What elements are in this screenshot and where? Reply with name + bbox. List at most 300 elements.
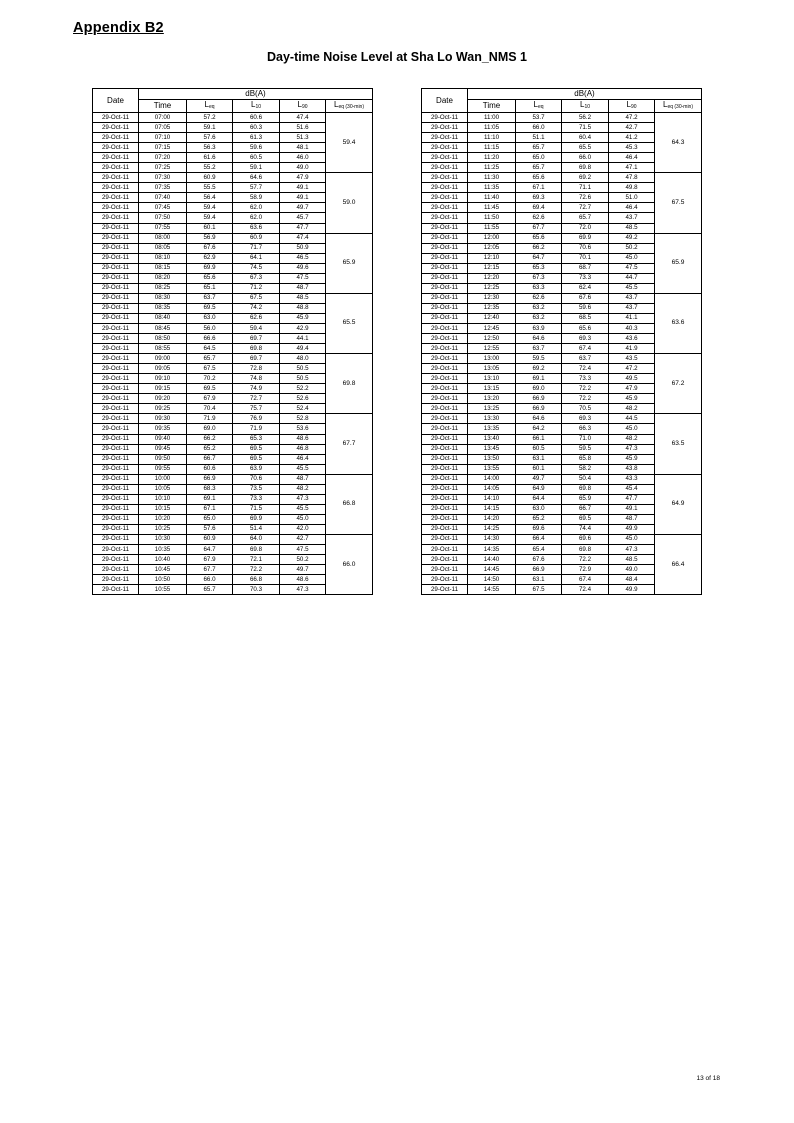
leq-cell: 69.1 <box>516 374 562 384</box>
leq30-cell: 66.4 <box>655 534 702 594</box>
time-cell: 09:40 <box>139 434 187 444</box>
time-cell: 11:00 <box>468 113 516 123</box>
time-cell: 10:10 <box>139 494 187 504</box>
l90-cell: 43.5 <box>609 354 655 364</box>
leq-cell: 64.6 <box>516 334 562 344</box>
date-cell: 29-Oct-11 <box>93 334 139 344</box>
l10-cell: 69.3 <box>562 414 609 424</box>
date-cell: 29-Oct-11 <box>93 303 139 313</box>
leq30-cell: 65.9 <box>655 233 702 293</box>
l90-cell: 47.9 <box>280 173 326 183</box>
l10-cell: 67.3 <box>233 273 280 283</box>
date-cell: 29-Oct-11 <box>422 384 468 394</box>
l90-cell: 47.3 <box>280 585 326 595</box>
time-cell: 14:25 <box>468 524 516 534</box>
l90-cell: 47.5 <box>609 263 655 273</box>
leq30-cell: 63.6 <box>655 293 702 353</box>
time-header: Time <box>468 100 516 113</box>
leq-cell: 56.3 <box>187 143 233 153</box>
l90-cell: 46.4 <box>609 203 655 213</box>
date-cell: 29-Oct-11 <box>93 153 139 163</box>
date-cell: 29-Oct-11 <box>422 404 468 414</box>
time-cell: 07:10 <box>139 133 187 143</box>
leq-cell: 64.6 <box>516 414 562 424</box>
date-cell: 29-Oct-11 <box>93 213 139 223</box>
leq-cell: 66.1 <box>516 434 562 444</box>
leq-cell: 66.4 <box>516 534 562 544</box>
table-row <box>93 173 373 183</box>
l90-cell: 50.9 <box>280 243 326 253</box>
l10-cell: 68.5 <box>562 313 609 323</box>
l10-cell: 74.4 <box>562 524 609 534</box>
date-cell: 29-Oct-11 <box>93 113 139 123</box>
leq-cell: 67.1 <box>516 183 562 193</box>
l90-cell: 45.5 <box>280 464 326 474</box>
l10-cell: 69.8 <box>562 484 609 494</box>
time-cell: 13:10 <box>468 374 516 384</box>
leq-cell: 60.6 <box>187 464 233 474</box>
leq-cell: 61.6 <box>187 153 233 163</box>
date-cell: 29-Oct-11 <box>93 585 139 595</box>
date-cell: 29-Oct-11 <box>93 565 139 575</box>
l10-header: $L_{10}$ <box>233 100 280 113</box>
time-cell: 11:50 <box>468 213 516 223</box>
table-row <box>93 474 373 484</box>
leq-cell: 62.9 <box>187 253 233 263</box>
l10-cell: 72.7 <box>562 203 609 213</box>
leq-cell: 66.6 <box>187 334 233 344</box>
l10-cell: 69.7 <box>233 354 280 364</box>
l90-cell: 42.0 <box>280 524 326 534</box>
time-cell: 08:15 <box>139 263 187 273</box>
l90-cell: 43.7 <box>609 213 655 223</box>
date-cell: 29-Oct-11 <box>422 334 468 344</box>
time-cell: 11:30 <box>468 173 516 183</box>
l10-cell: 65.3 <box>233 434 280 444</box>
l90-cell: 47.9 <box>609 384 655 394</box>
l90-cell: 42.9 <box>280 323 326 333</box>
date-cell: 29-Oct-11 <box>93 283 139 293</box>
l10-cell: 69.7 <box>233 334 280 344</box>
leq-cell: 62.6 <box>516 213 562 223</box>
leq30-cell: 64.3 <box>655 113 702 173</box>
l90-cell: 50.5 <box>280 364 326 374</box>
date-cell: 29-Oct-11 <box>93 374 139 384</box>
l10-cell: 66.7 <box>562 504 609 514</box>
noise-table-left <box>92 88 373 595</box>
time-cell: 12:55 <box>468 344 516 354</box>
leq-cell: 63.2 <box>516 313 562 323</box>
date-cell: 29-Oct-11 <box>93 123 139 133</box>
leq-cell: 63.0 <box>516 504 562 514</box>
date-cell: 29-Oct-11 <box>93 494 139 504</box>
l10-cell: 59.6 <box>562 303 609 313</box>
time-cell: 13:15 <box>468 384 516 394</box>
date-cell: 29-Oct-11 <box>422 113 468 123</box>
time-cell: 10:55 <box>139 585 187 595</box>
l90-cell: 48.0 <box>280 354 326 364</box>
leq-cell: 67.7 <box>187 565 233 575</box>
leq-cell: 56.4 <box>187 193 233 203</box>
time-cell: 12:15 <box>468 263 516 273</box>
time-cell: 14:05 <box>468 484 516 494</box>
time-cell: 13:05 <box>468 364 516 374</box>
l90-cell: 52.2 <box>280 384 326 394</box>
leq-cell: 69.5 <box>187 303 233 313</box>
leq-cell: 55.5 <box>187 183 233 193</box>
l10-cell: 73.3 <box>562 374 609 384</box>
time-cell: 09:00 <box>139 354 187 364</box>
l10-cell: 72.2 <box>562 384 609 394</box>
time-cell: 13:45 <box>468 444 516 454</box>
leq-cell: 67.9 <box>187 555 233 565</box>
l10-cell: 64.6 <box>233 173 280 183</box>
l10-cell: 73.3 <box>233 494 280 504</box>
l90-cell: 50.2 <box>609 243 655 253</box>
date-cell: 29-Oct-11 <box>422 323 468 333</box>
l10-cell: 71.9 <box>233 424 280 434</box>
table-row <box>422 534 702 544</box>
leq30-header: $L_{eq (30-min)}$ <box>326 100 373 113</box>
time-cell: 13:30 <box>468 414 516 424</box>
l90-cell: 47.3 <box>609 545 655 555</box>
date-cell: 29-Oct-11 <box>422 514 468 524</box>
time-cell: 12:30 <box>468 293 516 303</box>
l10-cell: 60.6 <box>233 113 280 123</box>
table-row <box>422 474 702 484</box>
l90-cell: 47.2 <box>609 364 655 374</box>
l90-cell: 49.0 <box>280 163 326 173</box>
leq30-cell: 59.0 <box>326 173 373 233</box>
leq30-cell: 65.9 <box>326 233 373 293</box>
time-cell: 14:35 <box>468 545 516 555</box>
time-cell: 10:40 <box>139 555 187 565</box>
time-cell: 07:55 <box>139 223 187 233</box>
time-cell: 10:30 <box>139 534 187 544</box>
leq-cell: 59.4 <box>187 213 233 223</box>
l90-cell: 45.4 <box>609 484 655 494</box>
l90-cell: 50.2 <box>280 555 326 565</box>
time-cell: 13:55 <box>468 464 516 474</box>
l10-cell: 76.9 <box>233 414 280 424</box>
date-cell: 29-Oct-11 <box>422 344 468 354</box>
time-cell: 08:00 <box>139 233 187 243</box>
date-cell: 29-Oct-11 <box>422 183 468 193</box>
leq-cell: 63.2 <box>516 303 562 313</box>
l90-cell: 45.7 <box>280 213 326 223</box>
date-cell: 29-Oct-11 <box>422 374 468 384</box>
time-cell: 09:20 <box>139 394 187 404</box>
l10-cell: 59.4 <box>233 323 280 333</box>
leq-cell: 63.1 <box>516 454 562 464</box>
l10-cell: 50.4 <box>562 474 609 484</box>
date-cell: 29-Oct-11 <box>422 414 468 424</box>
l10-cell: 65.9 <box>562 494 609 504</box>
date-cell: 29-Oct-11 <box>93 163 139 173</box>
l10-cell: 72.2 <box>233 565 280 575</box>
time-cell: 08:45 <box>139 323 187 333</box>
time-cell: 12:45 <box>468 323 516 333</box>
date-cell: 29-Oct-11 <box>93 484 139 494</box>
date-cell: 29-Oct-11 <box>422 163 468 173</box>
leq-cell: 66.0 <box>187 575 233 585</box>
time-cell: 09:05 <box>139 364 187 374</box>
leq-cell: 60.1 <box>516 464 562 474</box>
date-cell: 29-Oct-11 <box>93 474 139 484</box>
l90-cell: 47.3 <box>609 444 655 454</box>
l10-cell: 61.3 <box>233 133 280 143</box>
time-cell: 13:25 <box>468 404 516 414</box>
l90-cell: 47.5 <box>280 545 326 555</box>
time-cell: 12:35 <box>468 303 516 313</box>
l90-cell: 46.4 <box>280 454 326 464</box>
leq-cell: 64.7 <box>516 253 562 263</box>
leq-cell: 66.7 <box>187 454 233 464</box>
l90-cell: 49.0 <box>609 565 655 575</box>
leq30-cell: 59.4 <box>326 113 373 173</box>
l90-cell: 45.0 <box>280 514 326 524</box>
time-cell: 07:00 <box>139 113 187 123</box>
date-cell: 29-Oct-11 <box>93 344 139 354</box>
time-cell: 10:05 <box>139 484 187 494</box>
leq-cell: 59.1 <box>187 123 233 133</box>
leq-cell: 65.3 <box>516 263 562 273</box>
leq30-cell: 69.8 <box>326 354 373 414</box>
l90-cell: 48.1 <box>280 143 326 153</box>
time-cell: 10:25 <box>139 524 187 534</box>
leq-cell: 59.4 <box>187 203 233 213</box>
l10-cell: 70.6 <box>562 243 609 253</box>
leq-cell: 65.6 <box>516 233 562 243</box>
leq-cell: 60.9 <box>187 534 233 544</box>
l10-cell: 56.2 <box>562 113 609 123</box>
l10-cell: 74.8 <box>233 374 280 384</box>
l10-cell: 58.2 <box>562 464 609 474</box>
date-cell: 29-Oct-11 <box>93 203 139 213</box>
date-cell: 29-Oct-11 <box>422 253 468 263</box>
l90-cell: 47.7 <box>609 494 655 504</box>
l90-cell: 48.5 <box>280 293 326 303</box>
leq-cell: 67.7 <box>516 223 562 233</box>
leq-cell: 64.9 <box>516 484 562 494</box>
l90-cell: 49.9 <box>609 585 655 595</box>
l90-cell: 51.3 <box>280 133 326 143</box>
l90-cell: 48.8 <box>280 303 326 313</box>
leq-cell: 66.2 <box>187 434 233 444</box>
time-cell: 14:00 <box>468 474 516 484</box>
l10-cell: 65.8 <box>562 454 609 464</box>
date-cell: 29-Oct-11 <box>422 444 468 454</box>
l90-cell: 43.6 <box>609 334 655 344</box>
date-cell: 29-Oct-11 <box>422 484 468 494</box>
date-cell: 29-Oct-11 <box>422 545 468 555</box>
time-cell: 10:20 <box>139 514 187 524</box>
leq-cell: 71.9 <box>187 414 233 424</box>
table-row <box>93 293 373 303</box>
time-cell: 14:30 <box>468 534 516 544</box>
l10-cell: 59.1 <box>233 163 280 173</box>
date-cell: 29-Oct-11 <box>422 153 468 163</box>
leq-cell: 66.9 <box>187 474 233 484</box>
time-cell: 07:35 <box>139 183 187 193</box>
l10-cell: 69.5 <box>562 514 609 524</box>
l10-cell: 72.4 <box>562 585 609 595</box>
time-cell: 11:35 <box>468 183 516 193</box>
time-cell: 08:10 <box>139 253 187 263</box>
time-cell: 10:35 <box>139 545 187 555</box>
leq-cell: 67.9 <box>187 394 233 404</box>
l90-cell: 49.7 <box>280 203 326 213</box>
l10-cell: 66.0 <box>562 153 609 163</box>
l90-cell: 46.5 <box>280 253 326 263</box>
l90-cell: 49.5 <box>609 374 655 384</box>
time-cell: 13:40 <box>468 434 516 444</box>
l10-cell: 65.6 <box>562 323 609 333</box>
l90-cell: 47.4 <box>280 233 326 243</box>
l10-cell: 72.4 <box>562 364 609 374</box>
leq-cell: 60.1 <box>187 223 233 233</box>
time-cell: 09:35 <box>139 424 187 434</box>
unit-header: dB(A) <box>139 89 373 100</box>
l10-cell: 69.8 <box>233 344 280 354</box>
table-row <box>422 354 702 364</box>
l90-cell: 48.2 <box>609 404 655 414</box>
leq-cell: 64.2 <box>516 424 562 434</box>
l10-cell: 63.9 <box>233 464 280 474</box>
l10-cell: 57.7 <box>233 183 280 193</box>
l90-cell: 45.0 <box>609 253 655 263</box>
leq-cell: 67.3 <box>516 273 562 283</box>
time-cell: 12:00 <box>468 233 516 243</box>
time-header: Time <box>139 100 187 113</box>
time-cell: 11:05 <box>468 123 516 133</box>
leq-cell: 65.7 <box>516 143 562 153</box>
l90-cell: 44.7 <box>609 273 655 283</box>
l90-cell: 48.7 <box>280 474 326 484</box>
l10-cell: 60.3 <box>233 123 280 133</box>
l90-cell: 47.2 <box>609 113 655 123</box>
date-cell: 29-Oct-11 <box>93 133 139 143</box>
date-cell: 29-Oct-11 <box>93 293 139 303</box>
date-cell: 29-Oct-11 <box>422 354 468 364</box>
leq-cell: 69.0 <box>516 384 562 394</box>
l90-header: $L_{90}$ <box>609 100 655 113</box>
time-cell: 13:35 <box>468 424 516 434</box>
time-cell: 11:55 <box>468 223 516 233</box>
leq-cell: 66.9 <box>516 565 562 575</box>
l90-cell: 46.4 <box>609 153 655 163</box>
l90-cell: 49.7 <box>280 565 326 575</box>
l10-cell: 67.4 <box>562 344 609 354</box>
leq30-cell: 63.5 <box>655 414 702 474</box>
l90-cell: 47.8 <box>609 173 655 183</box>
l90-cell: 44.1 <box>280 334 326 344</box>
l90-cell: 47.3 <box>280 494 326 504</box>
l10-cell: 74.2 <box>233 303 280 313</box>
date-cell: 29-Oct-11 <box>422 293 468 303</box>
date-cell: 29-Oct-11 <box>422 534 468 544</box>
date-cell: 29-Oct-11 <box>422 474 468 484</box>
date-cell: 29-Oct-11 <box>93 253 139 263</box>
date-cell: 29-Oct-11 <box>422 273 468 283</box>
date-cell: 29-Oct-11 <box>422 133 468 143</box>
l90-cell: 52.8 <box>280 414 326 424</box>
time-cell: 07:05 <box>139 123 187 133</box>
l90-cell: 43.3 <box>609 474 655 484</box>
l90-cell: 51.6 <box>280 123 326 133</box>
l10-cell: 58.9 <box>233 193 280 203</box>
l10-cell: 60.4 <box>562 133 609 143</box>
table-row <box>422 414 702 424</box>
l10-cell: 63.6 <box>233 223 280 233</box>
time-cell: 13:20 <box>468 394 516 404</box>
time-cell: 11:15 <box>468 143 516 153</box>
time-cell: 12:25 <box>468 283 516 293</box>
time-cell: 07:30 <box>139 173 187 183</box>
page-title: Day-time Noise Level at Sha Lo Wan_NMS 1 <box>266 50 528 64</box>
leq-cell: 69.1 <box>187 494 233 504</box>
time-cell: 14:10 <box>468 494 516 504</box>
leq-cell: 65.7 <box>187 354 233 364</box>
l10-cell: 59.6 <box>233 143 280 153</box>
leq30-cell: 67.5 <box>655 173 702 233</box>
date-header: Date <box>422 89 468 113</box>
date-cell: 29-Oct-11 <box>422 555 468 565</box>
l90-cell: 51.0 <box>609 193 655 203</box>
time-cell: 07:25 <box>139 163 187 173</box>
l10-cell: 69.5 <box>233 444 280 454</box>
leq-cell: 62.6 <box>516 293 562 303</box>
time-cell: 08:20 <box>139 273 187 283</box>
l10-cell: 71.5 <box>233 504 280 514</box>
l90-cell: 43.8 <box>609 464 655 474</box>
leq-cell: 59.5 <box>516 354 562 364</box>
date-cell: 29-Oct-11 <box>422 575 468 585</box>
date-cell: 29-Oct-11 <box>93 273 139 283</box>
leq-cell: 69.5 <box>187 384 233 394</box>
l90-cell: 49.6 <box>280 263 326 273</box>
l10-cell: 69.5 <box>233 454 280 464</box>
leq-cell: 63.7 <box>516 344 562 354</box>
leq-cell: 56.0 <box>187 323 233 333</box>
date-cell: 29-Oct-11 <box>422 303 468 313</box>
table-row <box>93 233 373 243</box>
l90-cell: 49.8 <box>609 183 655 193</box>
l90-cell: 48.5 <box>609 223 655 233</box>
l10-cell: 66.8 <box>233 575 280 585</box>
l10-cell: 72.2 <box>562 555 609 565</box>
leq30-cell: 64.9 <box>655 474 702 534</box>
leq-cell: 67.6 <box>516 555 562 565</box>
leq-cell: 69.4 <box>516 203 562 213</box>
l90-cell: 43.7 <box>609 293 655 303</box>
time-cell: 12:20 <box>468 273 516 283</box>
l10-cell: 75.7 <box>233 404 280 414</box>
time-cell: 09:50 <box>139 454 187 464</box>
l10-cell: 62.4 <box>562 283 609 293</box>
date-cell: 29-Oct-11 <box>422 213 468 223</box>
l90-cell: 47.4 <box>280 113 326 123</box>
date-cell: 29-Oct-11 <box>93 524 139 534</box>
l10-cell: 69.6 <box>562 534 609 544</box>
l90-cell: 47.1 <box>609 163 655 173</box>
l90-cell: 45.5 <box>609 283 655 293</box>
time-cell: 08:40 <box>139 313 187 323</box>
time-cell: 12:10 <box>468 253 516 263</box>
time-cell: 10:00 <box>139 474 187 484</box>
l10-cell: 70.3 <box>233 585 280 595</box>
l10-cell: 72.1 <box>233 555 280 565</box>
